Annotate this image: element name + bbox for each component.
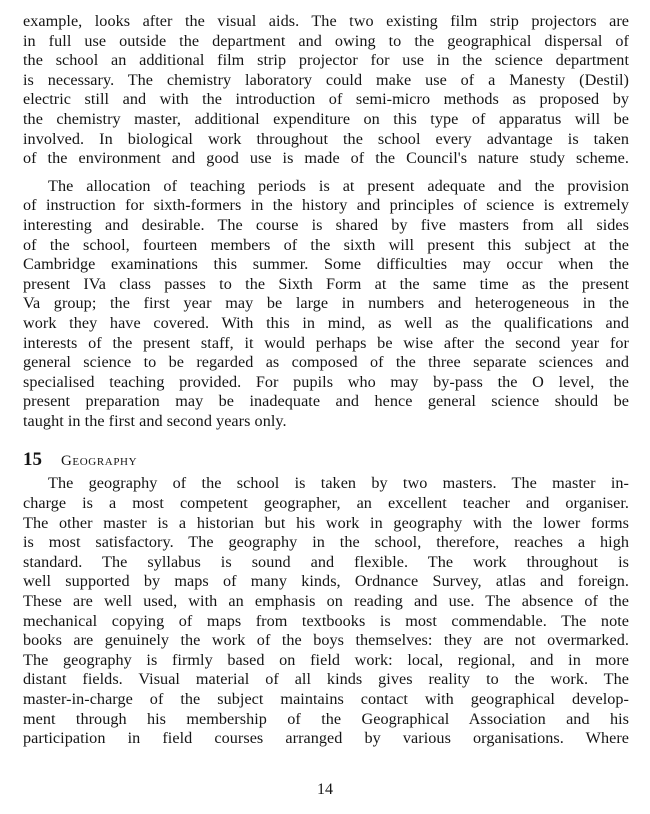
text-line: well supported by maps of many kinds, Ordnance Survey, atlas and foreign. [23, 572, 629, 591]
text-line: The geography is firmly based on field work: local, regional, and in more [23, 650, 629, 669]
text-line: example, looks after the visual aids. The two existing film strip projectors are [23, 12, 629, 30]
text-line: participation in field courses arranged by various organisations. Where [23, 729, 629, 748]
text-line: general science to be regarded as composed of the three separate sciences and [23, 353, 629, 372]
paragraph-geography-main [23, 474, 629, 748]
text-line: is necessary. The chemistry laboratory could make use of a Manesty (Destil) [23, 70, 629, 89]
section-heading [23, 449, 629, 471]
text-line: the school an additional film strip projector for use in the science department [23, 51, 629, 70]
text-line: specialised teaching provided. For pupils who may by-pass the O level, the [23, 372, 629, 391]
paragraph-science-visual-aids [23, 12, 629, 169]
section-title: Geography [61, 453, 138, 470]
text-line: electric still and with the introduction of semi-micro methods as proposed by [23, 90, 629, 109]
text-line: The other master is a historian but his work in geography with the lower forms [23, 513, 629, 532]
text-line: charge is a most competent geographer, an excellent teacher and organiser. [23, 494, 629, 513]
paragraph-science-teaching-periods [23, 177, 629, 432]
text-line: The geography of the school is taken by two masters. The master in- [48, 474, 629, 493]
text-line: ment through his membership of the Geographical Association and his [23, 709, 629, 728]
text-line: interests of the present staff, it would perhaps be wise after the second year for [23, 333, 629, 352]
text-line: books are genuinely the work of the boys themselves: they are not overmarked. [23, 631, 629, 650]
section-number: 15 [23, 449, 42, 471]
text-line: taught in the first and second years only. [23, 411, 287, 430]
text-line: The allocation of teaching periods is at present adequate and the provision [48, 176, 629, 195]
text-line: standard. The syllabus is sound and flexible. The work throughout is [23, 552, 629, 571]
text-line: the chemistry master, additional expenditure on this type of apparatus will be [23, 109, 629, 128]
document-page [23, 12, 629, 749]
text-line: involved. In biological work throughout the school every advantage is taken [23, 129, 629, 148]
text-line: is most satisfactory. The geography in the school, therefore, reaches a high [23, 533, 629, 552]
text-line: of instruction for sixth-formers in the history and principles of science is extremely [23, 196, 629, 215]
page-number: 14 [317, 781, 333, 798]
text-line: mechanical copying of maps from textbooks is most commendable. The note [23, 611, 629, 630]
text-line: of the school, fourteen members of the sixth will present this subject at the [23, 235, 629, 254]
text-line: in full use outside the department and owing to the geographical dispersal of [23, 31, 629, 50]
text-line: distant fields. Visual material of all kinds gives reality to the work. The [23, 670, 629, 689]
text-line: present IVa class passes to the Sixth Form at the same time as the present [23, 274, 629, 293]
text-line: interesting and desirable. The course is shared by five masters from all sides [23, 215, 629, 234]
text-line: Va group; the first year may be large in numbers and heterogeneous in the [23, 294, 629, 313]
text-line: of the environment and good use is made of the Council's nature study scheme. [23, 149, 629, 168]
text-line: These are well used, with an emphasis on reading and use. The absence of the [23, 592, 629, 611]
text-line: present preparation may be inadequate and hence general science should be [23, 392, 629, 411]
text-line: Cambridge examinations this summer. Some difficulties may occur when the [23, 255, 629, 274]
text-line: master-in-charge of the subject maintains contact with geographical develop- [23, 690, 629, 708]
text-line: work they have covered. With this in mind, as well as the qualifications and [23, 313, 629, 332]
